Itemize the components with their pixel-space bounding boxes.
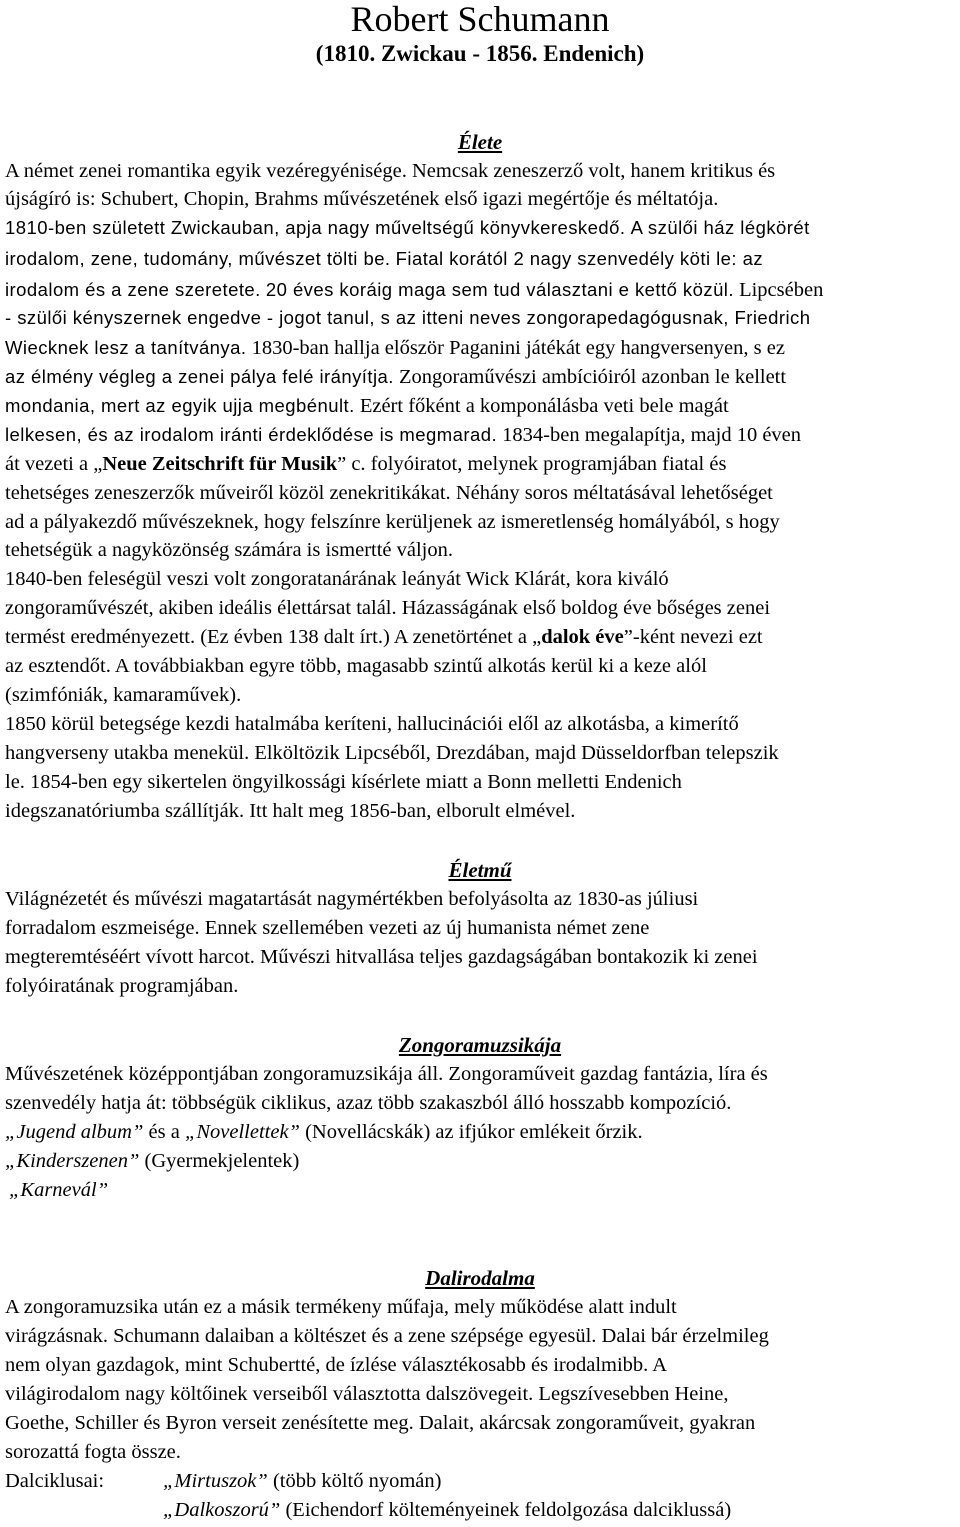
paragraph-line: szenvedély hatja át: többségük ciklikus, azaz több szakaszból álló hosszabb kompozíció.	[5, 1092, 732, 1114]
paragraph-line: az esztendőt. A továbbiakban egyre több, magasabb szintű alkotás kerül ki a keze alól	[5, 655, 707, 677]
paragraph-line: Wiecknek lesz a tanítványa. 1830-ban hallja először Paganini játékát egy hangversenyen, s ez	[5, 337, 785, 359]
paragraph-line: 1850 körül betegsége kezdi hatalmába keríteni, hallucinációi elől az alkotásba, a kimerítő	[5, 713, 739, 735]
paragraph-line: nem olyan gazdagok, mint Schubertté, de ízlése választékosabb és irodalmibb. A	[5, 1354, 668, 1376]
paragraph-line: zongoraművészét, akiben ideális élettársat talál. Házasságának első boldog éve bőséges zenei	[5, 597, 771, 619]
paragraph-line: forradalom eszmeisége. Ennek szellemében vezeti az új humanista német zene	[5, 917, 650, 939]
paragraph-line: (szimfóniák, kamaraművek).	[5, 684, 242, 706]
paragraph-line: - szülői kényszernek engedve - jogot tanul, s az itteni neves zongorapedagógusnak, Friedrich	[5, 307, 811, 328]
paragraph-line: idegszanatóriumba szállítják. Itt halt meg 1856-ban, elborult elmével.	[5, 800, 576, 822]
page-title: Robert Schumann	[350, 0, 610, 39]
paragraph-line: folyóiratának programjában.	[5, 975, 239, 997]
paragraph-line: irodalom és a zene szeretete. 20 éves koráig maga sem tud választani e kettő közül. Lipcsében	[5, 279, 824, 301]
paragraph-line: sorozattá fogta össze.	[5, 1441, 181, 1463]
paragraph-line: termést eredményezett. (Ez évben 138 dalt írt.) A zenetörténet a „dalok éve”-ként nevezi ezt	[5, 626, 763, 648]
section-heading-dalirodalma: Dalirodalma	[425, 1266, 535, 1290]
section-heading-elete: Élete	[457, 130, 503, 154]
paragraph-line: irodalom, zene, tudomány, művészet tölti be. Fiatal korától 2 nagy szenvedély köti le: az	[5, 248, 764, 269]
paragraph-line: világirodalom nagy költőinek verseiből választotta dalszövegeit. Legszívesebben Heine,	[5, 1383, 729, 1405]
song-cycle-item: „Mirtuszok” (több költő nyomán)	[163, 1470, 442, 1492]
paragraph-line: megteremtéséért vívott harcot. Művészi hitvallása teljes gazdagságában bontakozik ki zenei	[5, 946, 758, 968]
paragraph-line: hangverseny utakba menekül. Elköltözik Lipcséből, Drezdában, majd Düsseldorfban telepszik	[5, 742, 779, 764]
paragraph-line: A zongoramuzsika után ez a másik termékeny műfaja, mely működése alatt indult	[5, 1296, 677, 1318]
paragraph-line: újságíró is: Schubert, Chopin, Brahms művészetének első igazi megértője és méltatója.	[5, 188, 719, 210]
song-cycle-item: „Dalkoszorú” (Eichendorf költeményeinek feldolgozása dalciklussá)	[163, 1499, 732, 1521]
paragraph-line: A német zenei romantika egyik vezéregyénisége. Nemcsak zeneszerző volt, hanem kritikus és	[5, 160, 776, 182]
paragraph-line: le. 1854-ben egy sikertelen öngyilkossági kísérlete miatt a Bonn melletti Endenich	[5, 771, 682, 793]
paragraph-line: Goethe, Schiller és Byron verseit zenésítette meg. Dalait, akárcsak zongoraműveit, gyakran	[5, 1412, 756, 1434]
page-subtitle: (1810. Zwickau - 1856. Endenich)	[315, 41, 645, 66]
paragraph-line: Művészetének középpontjában zongoramuzsikája áll. Zongoraműveit gazdag fantázia, líra és	[5, 1063, 768, 1085]
work-list-item: „Jugend album” és a „Novellettek” (Novellácskák) az ifjúkor emlékeit őrzik.	[5, 1121, 643, 1143]
paragraph-line: 1810-ben született Zwickauban, apja nagy műveltségű könyvkereskedő. A szülői ház légkörét	[5, 217, 810, 238]
paragraph-line: tehetségük a nagyközönség számára is ismertté váljon.	[5, 539, 454, 561]
paragraph-line: virágzásnak. Schumann dalaiban a költészet és a zene szépsége egyesül. Dalai bár érzelmileg	[5, 1325, 769, 1347]
section-heading-eletmu: Életmű	[448, 858, 512, 882]
work-list-item: „Karnevál”	[9, 1179, 109, 1201]
song-cycles-label: Dalciklusai:	[5, 1470, 105, 1492]
paragraph-line: 1840-ben feleségül veszi volt zongoratanárának leányát Wick Klárát, kora kiváló	[5, 568, 669, 590]
work-list-item: „Kinderszenen” (Gyermekjelentek)	[5, 1150, 300, 1172]
paragraph-line: lelkesen, és az irodalom iránti érdeklődése is megmarad. 1834-ben megalapítja, majd 10 éven	[5, 424, 802, 446]
paragraph-line: tehetséges zeneszerzők műveiről közöl zenekritikákat. Néhány soros méltatásával lehetőséget	[5, 482, 773, 504]
paragraph-line: át vezeti a „Neue Zeitschrift für Musik” c. folyóiratot, melynek programjában fiatal és	[5, 453, 727, 475]
paragraph-line: mondania, mert az egyik ujja megbénult. Ezért főként a komponálásba veti bele magát	[5, 395, 729, 417]
paragraph-line: Világnézetét és művészi magatartását nagymértékben befolyásolta az 1830-as júliusi	[5, 888, 699, 910]
section-heading-zongoramuzsikaja: Zongoramuzsikája	[398, 1033, 562, 1057]
paragraph-line: ad a pályakezdő művészeknek, hogy felszínre kerüljenek az ismeretlenség homályából, s hogy	[5, 511, 780, 533]
paragraph-line: az élmény végleg a zenei pálya felé irányítja. Zongoraművészi ambícióiról azonban le kellett	[5, 366, 787, 388]
